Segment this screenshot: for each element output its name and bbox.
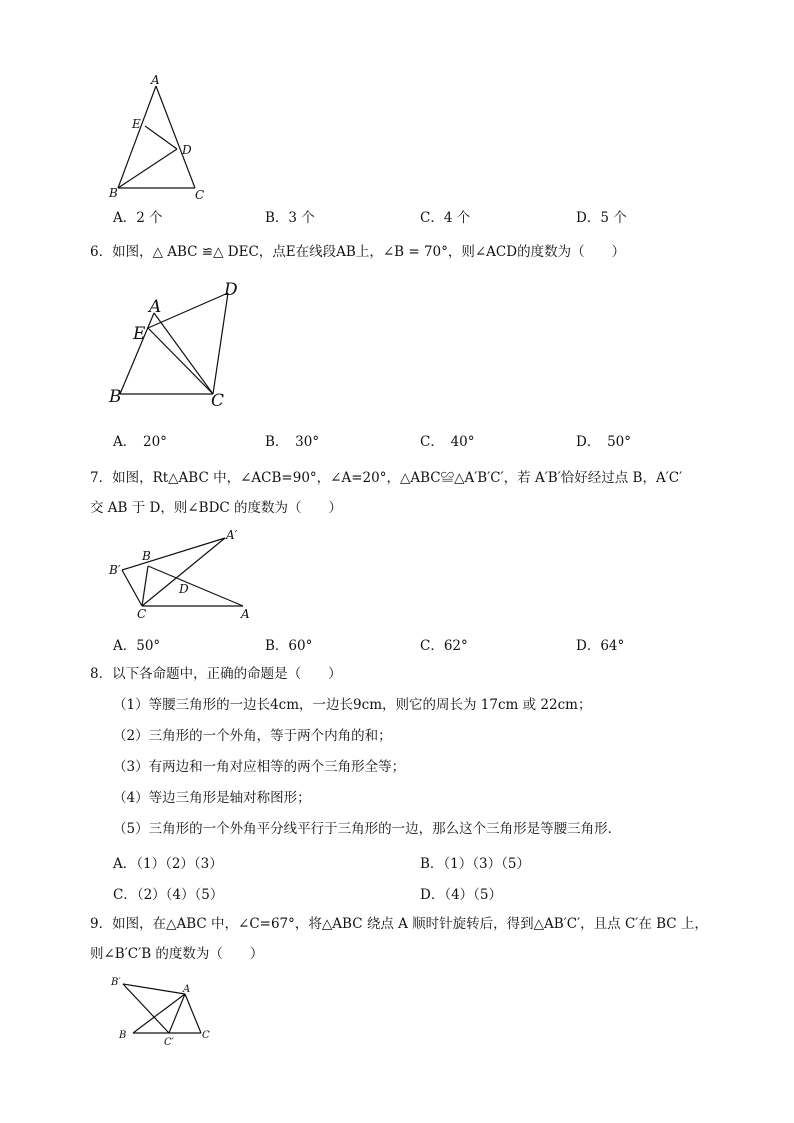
q9-label-b: B: [119, 1030, 127, 1041]
q8-statement-2: （2）三角形的一个外角，等于两个内角的和；: [113, 728, 392, 744]
q5-option-a[interactable]: A．2 个: [113, 210, 163, 226]
q7-option-a[interactable]: A．50°: [113, 638, 161, 654]
q7-segment-ba: [148, 566, 243, 606]
q5-label-b: B: [109, 186, 118, 200]
q8-option-a[interactable]: A．（1）（2）（3）: [113, 856, 223, 872]
q8-statement-4: （4）等边三角形是轴对称图形；: [113, 790, 311, 806]
q5-label-e: E: [132, 117, 141, 131]
q6-segment-ac: [154, 313, 213, 394]
q6-segment-ec: [148, 328, 213, 394]
q7-label-d: D: [179, 582, 189, 596]
q5-segment-ac: [156, 86, 195, 188]
q7-option-c[interactable]: C．62°: [420, 638, 468, 654]
q5-label-c: C: [195, 188, 205, 202]
q9-figure: [105, 972, 225, 1052]
q6-label-b: B: [109, 387, 122, 407]
q7-option-b[interactable]: B．60°: [265, 638, 313, 654]
q6-stem: 6．如图，△ ABC ≌△ DEC，点E在线段AB上，∠B = 70°，则∠ACD的度数为（ ）: [90, 244, 626, 260]
q9-segment-a-c: [185, 994, 201, 1033]
q6-label-a: A: [149, 297, 162, 317]
q7-segment-bprime-c: [122, 570, 142, 606]
q7-label-b: B: [142, 549, 151, 563]
q8-option-d[interactable]: D．（4）（5）: [420, 887, 503, 903]
q8-statement-1: （1）等腰三角形的一边长4cm，一边长9cm，则它的周长为 17cm 或 22cm；: [113, 697, 592, 713]
q6-option-d[interactable]: D． 50°: [576, 434, 632, 450]
q6-label-d: D: [224, 280, 238, 300]
q7-stem-line2: 交 AB 于 D，则∠BDC 的度数为（ ）: [90, 500, 343, 516]
q6-option-b[interactable]: B． 30°: [265, 434, 320, 450]
q6-option-a[interactable]: A． 20°: [113, 434, 167, 450]
q8-statement-5: （5）三角形的一个外角平分线平行于三角形的一边，那么这个三角形是等腰三角形．: [113, 821, 622, 837]
q5-segment-bd: [118, 149, 177, 188]
q6-label-c: C: [211, 391, 225, 411]
q5-option-d[interactable]: D．5 个: [576, 210, 627, 226]
q6-option-c[interactable]: C． 40°: [420, 434, 475, 450]
q9-stem-line1: 9．如图，在△ABC 中，∠C=67°，将△ABC 绕点 A 顺时针旋转后，得到△AB′C′，且点 C′在 BC 上，: [90, 916, 708, 932]
q9-segment-bprime-a: [123, 984, 185, 994]
q9-label-bprime: B′: [111, 977, 121, 988]
q7-segment-bprime-aprime: [122, 538, 225, 570]
q9-stem-line2: 则∠B′C′B 的度数为（ ）: [90, 946, 264, 962]
q6-segment-dc: [213, 293, 228, 394]
q8-option-b[interactable]: B．（1）（3）（5）: [420, 856, 530, 872]
q7-figure: [105, 527, 265, 622]
q7-option-d[interactable]: D．64°: [576, 638, 625, 654]
q9-label-cprime: C′: [164, 1037, 174, 1048]
q5-figure: [100, 70, 220, 210]
q5-label-a: A: [151, 73, 160, 87]
q9-label-a: A: [183, 984, 191, 995]
q6-figure: [100, 275, 260, 415]
q7-label-aprime: A′: [226, 528, 238, 542]
q7-label-a: A: [241, 607, 250, 621]
q8-stem: 8．以下各命题中，正确的命题是（ ）: [90, 666, 342, 682]
q7-label-c: C: [137, 607, 147, 621]
q5-segment-ab: [118, 86, 156, 188]
q7-label-bprime: B′: [109, 563, 121, 577]
q5-label-d: D: [182, 143, 192, 157]
q5-option-b[interactable]: B．3 个: [265, 210, 315, 226]
q9-segment-bprime-cprime: [123, 984, 169, 1033]
q8-statement-3: （3）有两边和一角对应相等的两个三角形全等；: [113, 759, 406, 775]
q8-option-c[interactable]: C．（2）（4）（5）: [113, 887, 224, 903]
q7-segment-bc: [142, 566, 148, 606]
q7-stem-line1: 7．如图，Rt△ABC 中，∠ACB=90°，∠A=20°，△ABC≌△A′B′C′，若 A′B′恰好经过点 B，A′C′: [90, 470, 683, 486]
q9-label-c: C: [202, 1030, 210, 1041]
q5-option-c[interactable]: C．4 个: [420, 210, 471, 226]
q6-label-e: E: [133, 324, 146, 344]
